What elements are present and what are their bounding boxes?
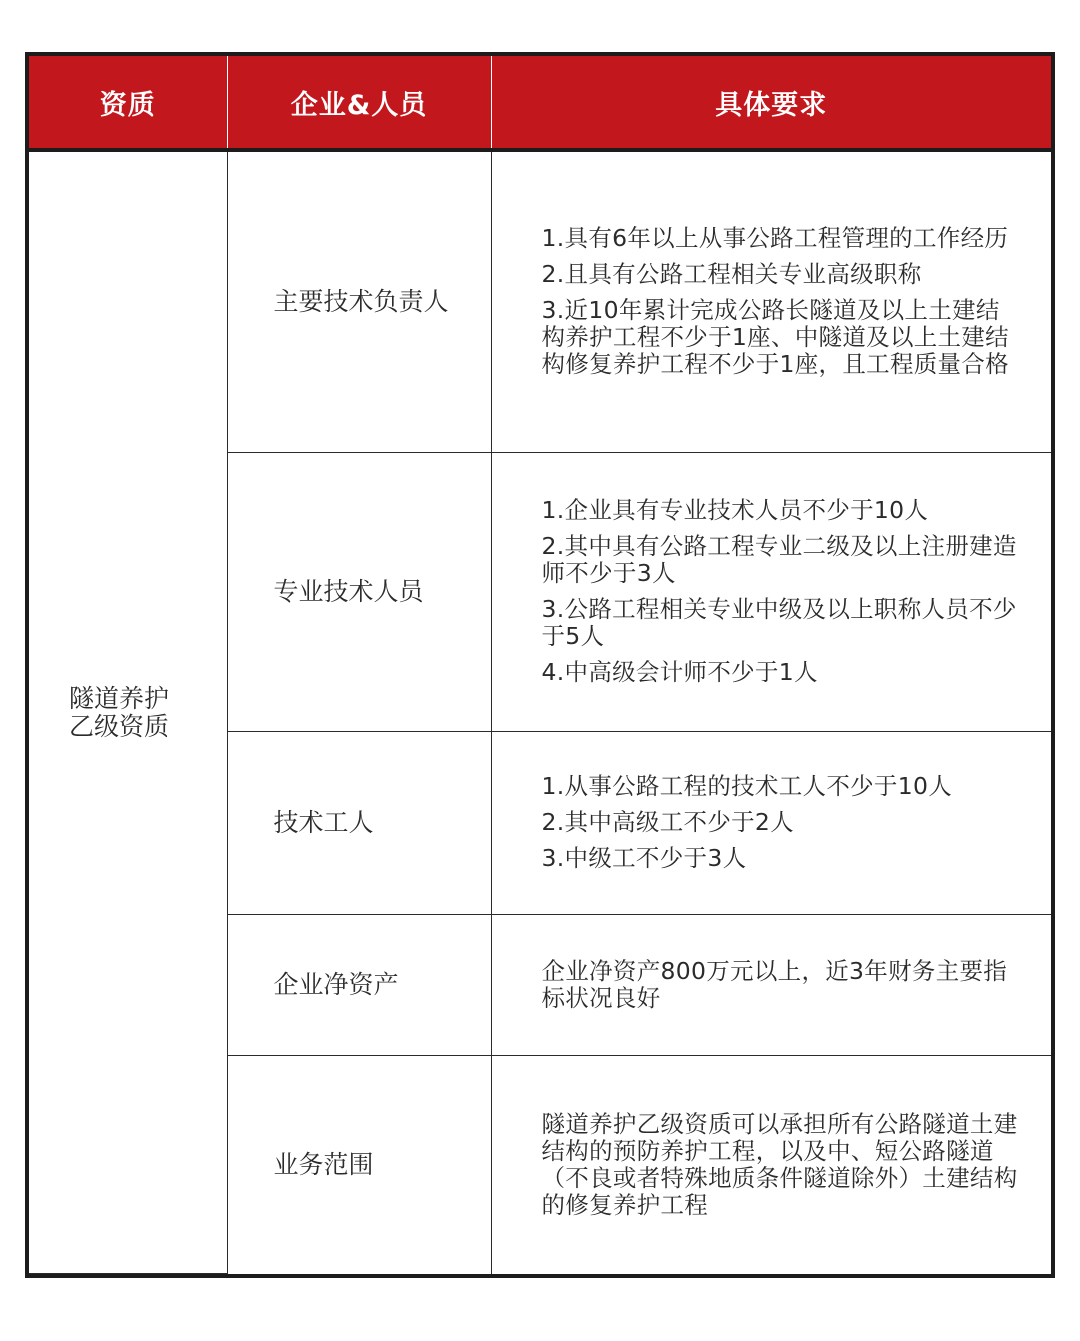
requirement-text: 企业净资产800万元以上，近3年财务主要指标状况良好: [541, 956, 1008, 1012]
table-header-row: [29, 56, 1051, 150]
requirement-cell: [491, 1055, 1051, 1274]
requirement-item: 3.近10年累计完成公路长隧道及以上土建结构养护工程不少于1座、中隧道及以上土建结构修复养护工程不少于1座，且工程质量合格: [541, 296, 1009, 379]
requirement-item: 2.其中高级工不少于2人: [541, 808, 794, 836]
qualification-name: [29, 685, 227, 741]
header-qualification: 资质: [29, 56, 227, 150]
role-label: 主要技术负责人: [273, 286, 449, 316]
qualification-requirements-table: [29, 56, 1051, 1274]
header-company-personnel: 企业&人员: [227, 56, 491, 150]
requirement-item: 1.企业具有专业技术人员不少于10人: [541, 496, 929, 524]
requirement-cell: [491, 731, 1051, 914]
requirement-item: 3.公路工程相关专业中级及以上职称人员不少于5人: [541, 595, 1017, 650]
requirement-item: 4.中高级会计师不少于1人: [541, 658, 818, 686]
requirement-item: 2.其中具有公路工程专业二级及以上注册建造师不少于3人: [541, 532, 1017, 587]
role-cell: [227, 150, 491, 452]
requirement-item: 3.中级工不少于3人: [541, 844, 747, 872]
requirement-cell: [491, 150, 1051, 452]
requirement-cell: [491, 914, 1051, 1055]
requirement-item: 2.且具有公路工程相关专业高级职称: [541, 260, 922, 289]
qualification-name-line2: 乙级资质: [69, 711, 170, 741]
requirement-item: 1.从事公路工程的技术工人不少于10人: [541, 772, 953, 800]
role-label: 业务范围: [273, 1149, 374, 1179]
requirement-text: 隧道养护乙级资质可以承担所有公路隧道土建结构的预防养护工程，以及中、短公路隧道（不良或者特殊地质条件隧道除外）土建结构的修复养护工程: [541, 1109, 1018, 1219]
requirement-cell: [491, 452, 1051, 731]
role-label: 技术工人: [273, 807, 374, 837]
role-cell: [227, 452, 491, 731]
role-cell: [227, 1055, 491, 1274]
role-cell: [227, 914, 491, 1055]
header-requirements: 具体要求: [491, 56, 1051, 150]
role-label: 企业净资产: [273, 969, 399, 999]
requirement-item: 1.具有6年以上从事公路工程管理的工作经历: [541, 224, 1009, 253]
qualification-table-frame: [25, 52, 1055, 1278]
qualification-cell: [29, 150, 227, 1274]
role-label: 专业技术人员: [273, 576, 424, 606]
role-cell: [227, 731, 491, 914]
qualification-name-line1: 隧道养护: [69, 683, 170, 713]
table-row-tech-lead: [29, 150, 1051, 452]
